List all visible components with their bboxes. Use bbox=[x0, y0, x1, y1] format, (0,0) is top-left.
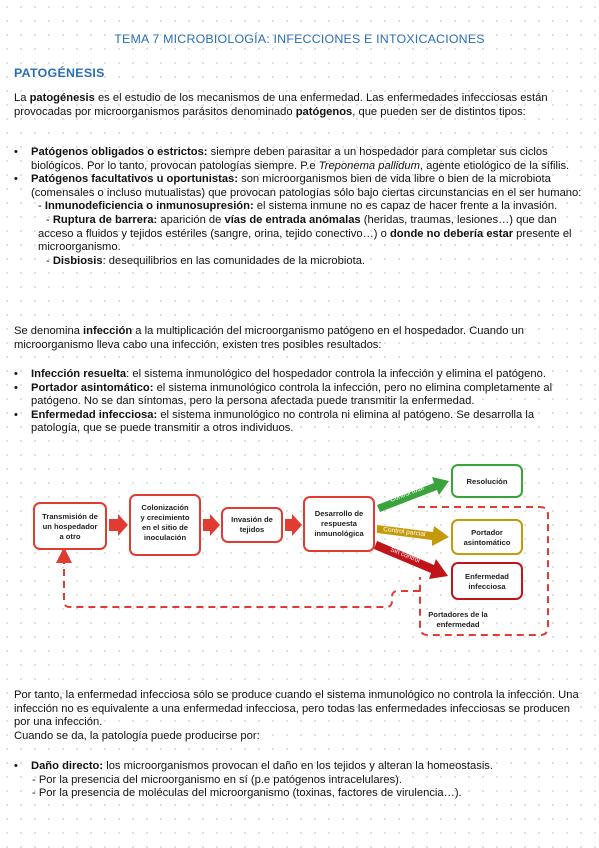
svg-text:Invasión de: Invasión de bbox=[231, 515, 273, 524]
svg-text:tejidos: tejidos bbox=[239, 525, 265, 534]
svg-text:Portadores de la: Portadores de la bbox=[428, 610, 488, 619]
arrow-control-parcial bbox=[377, 525, 449, 546]
infection-paragraph: Se denomina infección a la multiplicación del microorganismo patógeno en el hospedador. Cuando un microorganismo lleva cabo una infección, existen tres posibles resultados: bbox=[14, 325, 524, 351]
section-heading: PATOGÉNESIS bbox=[14, 66, 105, 80]
conclusion-paragraph: Por tanto, la enfermedad infecciosa sólo se produce cuando el sistema inmunológico no controla la infección. Una infección no es equivalente a una enfermedad infecciosa, pero todas las enfermedades infecciosas se producen por una infección. Cuando se da, la patología puede producirse por: bbox=[14, 689, 579, 742]
svg-text:Portador: Portador bbox=[471, 528, 503, 537]
infection-flow-diagram bbox=[0, 455, 599, 645]
arrow-control-total bbox=[377, 477, 449, 512]
box-portador bbox=[452, 520, 522, 554]
sub-item-inmuno: - Inmunodeficiencia o inmunosupresión: el sistema inmune no es capaz de hacer frente a la invasión. bbox=[38, 200, 558, 213]
svg-text:Control parcial: Control parcial bbox=[382, 526, 426, 539]
arrow-1 bbox=[109, 514, 128, 536]
svg-text:inoculación: inoculación bbox=[143, 533, 187, 542]
box-enfermedad bbox=[452, 563, 522, 599]
list-item: • Portador asintomático: el sistema inmunológico controla la infección, pero no elimina completamente al patógeno. No se dan síntomas, pero la persona afectada puede transmitir la enfermedad. bbox=[14, 382, 586, 409]
box-resolucion bbox=[452, 465, 522, 497]
svg-text:Desarrollo de: Desarrollo de bbox=[314, 509, 364, 518]
portadores-label bbox=[428, 610, 488, 629]
return-arrow-dashed bbox=[64, 553, 420, 607]
sub-item-disbiosis: - Disbiosis: desequilibrios en las comunidades de la microbiota. bbox=[46, 254, 366, 267]
page-title: TEMA 7 MICROBIOLOGÍA: INFECCIONES E INTOXICACIONES bbox=[114, 32, 485, 46]
svg-text:Sin control: Sin control bbox=[389, 546, 421, 565]
sub-item-presencia: - Por la presencia del microorganismo en sí (p.e patógenos intracelulares). bbox=[32, 773, 402, 786]
box-transmision-l2: un hospedador bbox=[42, 522, 98, 531]
box-transmision-l1: Transmisión de bbox=[42, 512, 98, 521]
list-item: • Patógenos obligados o estrictos: siempre deben parasitar a un hospedador para completar sus ciclos biológicos. Por lo tanto, provocan patologías siempre. P.e Treponema pallidum, agente etiológico de la sífilis. bbox=[14, 146, 586, 173]
sub-item-barrera: - Ruptura de barrera: aparición de vías de entrada anómalas (heridas, traumas, lesiones…) que dan acceso a fluidos y tejidos estériles (sangre, orina, tejido conectivo…) o donde no debería estar presente el microorganismo. bbox=[38, 213, 572, 254]
arrow-sin-control bbox=[374, 541, 448, 579]
box-transmision bbox=[34, 503, 106, 549]
list-item: • Infección resuelta: el sistema inmunológico del hospedador controla la infección y elimina el patógeno. bbox=[14, 368, 586, 382]
svg-text:Resolución: Resolución bbox=[466, 477, 508, 486]
pathogen-types-list bbox=[14, 146, 586, 268]
damage-list bbox=[14, 760, 586, 801]
results-list bbox=[14, 368, 586, 436]
svg-text:Enfermedad: Enfermedad bbox=[465, 572, 509, 581]
box-invasion bbox=[222, 508, 282, 542]
svg-text:inmunológica: inmunológica bbox=[314, 529, 364, 538]
box-colonizacion bbox=[130, 495, 200, 555]
sub-item-moleculas: - Por la presencia de moléculas del microorganismo (toxinas, factores de virulencia…). bbox=[32, 787, 462, 800]
svg-text:y crecimiento: y crecimiento bbox=[140, 513, 190, 522]
box-transmision-l3: a otro bbox=[59, 532, 81, 541]
svg-text:en el sitio de: en el sitio de bbox=[142, 523, 188, 532]
svg-text:infecciosa: infecciosa bbox=[468, 582, 506, 591]
svg-text:Control total: Control total bbox=[389, 484, 425, 504]
list-item: • Patógenos facultativos u oportunistas: son microorganismos bien de vida libre o bien de la microbiota (comensales o incluso mutualistas) que provocan patologías sólo bajo ciertas circunstancias en el ser humano: bbox=[14, 173, 586, 200]
svg-text:Colonización: Colonización bbox=[141, 503, 189, 512]
svg-text:respuesta: respuesta bbox=[321, 519, 357, 528]
list-item: • Daño directo: los microorganismos provocan el daño en los tejidos y alteran la homeostasis. bbox=[14, 760, 586, 774]
intro-paragraph: La patogénesis es el estudio de los mecanismos de una enfermedad. Las enfermedades infecciosas están provocadas por microorganismos parásitos denominado patógenos, que pueden ser de distintos tipos: bbox=[14, 92, 548, 118]
arrow-3 bbox=[285, 514, 302, 536]
svg-text:asintomático: asintomático bbox=[463, 538, 511, 547]
box-desarrollo bbox=[304, 497, 374, 551]
svg-text:enfermedad: enfermedad bbox=[436, 620, 480, 629]
arrow-2 bbox=[203, 514, 220, 536]
list-item: • Enfermedad infecciosa: el sistema inmunológico no controla ni elimina al patógeno. Se desarrolla la patología, que se puede transmitir a otros individuos. bbox=[14, 409, 586, 436]
